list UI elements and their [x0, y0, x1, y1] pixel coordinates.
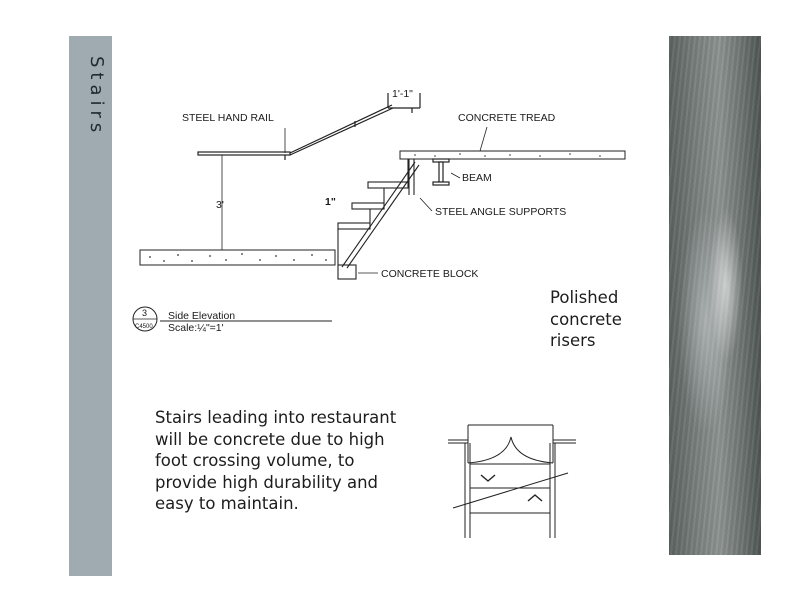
label-steel-hand-rail: STEEL HAND RAIL: [182, 112, 274, 124]
dimension-top: 1'-1": [392, 88, 413, 100]
beam: [433, 159, 449, 185]
label-beam: BEAM: [462, 172, 492, 184]
title-block-number: 3: [142, 308, 148, 318]
elevation-lines: [130, 85, 630, 285]
label-concrete-tread: CONCRETE TREAD: [458, 112, 556, 124]
concrete-tread: [400, 151, 625, 159]
dimension-step: 1": [325, 196, 336, 208]
title-block-scale: Scale:¼"=1': [168, 322, 224, 334]
drawing-title-block: [130, 305, 340, 337]
stair-plan-diagram: [448, 415, 578, 540]
label-concrete-block: CONCRETE BLOCK: [381, 268, 479, 280]
slide-title: Stairs: [86, 56, 107, 138]
label-steel-angle-supports: STEEL ANGLE SUPPORTS: [435, 206, 567, 218]
title-block-name: Side Elevation: [168, 310, 236, 322]
dimension-rail-height: 3': [216, 199, 224, 211]
ground-slab: [140, 250, 335, 265]
body-paragraph: Stairs leading into restaurant will be concrete due to high foot crossing volume, to provide high durability and easy to maintain.: [155, 408, 397, 513]
photo-caption: Polished concrete risers: [550, 288, 622, 350]
polished-concrete-photo: [669, 36, 761, 555]
stair-steps: [338, 159, 419, 279]
title-block-sheet: C4500: [135, 324, 153, 330]
